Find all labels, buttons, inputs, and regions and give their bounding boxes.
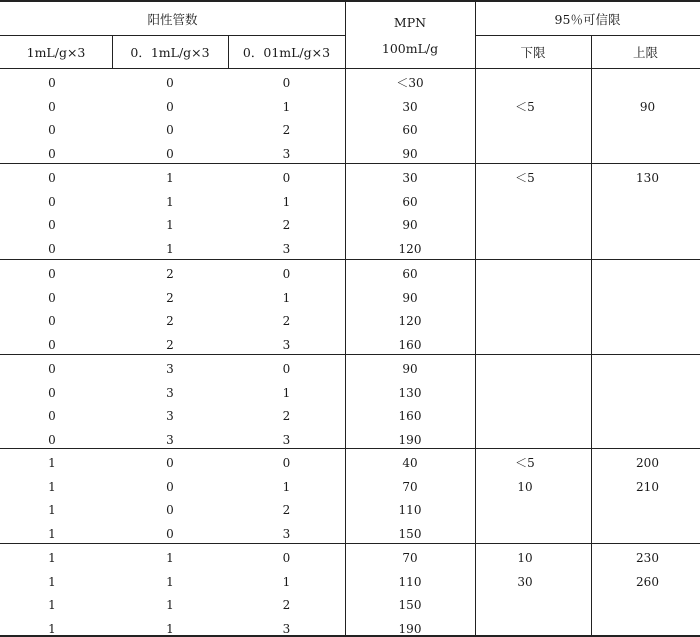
- header-split-rule: [475, 35, 700, 36]
- cell-c: 0: [282, 171, 291, 185]
- cell-a: 0: [48, 218, 56, 232]
- header-split-rule: [0, 35, 345, 36]
- cell-b: 0: [166, 76, 174, 90]
- cell-b: 2: [166, 337, 174, 352]
- cell-mpn: 150: [398, 598, 422, 612]
- cell-c: 1: [282, 194, 291, 209]
- cell-c: 3: [282, 621, 291, 636]
- cell-lower-limit: 10: [517, 479, 533, 494]
- cell-c: 3: [282, 337, 291, 352]
- cell-c: 1: [282, 290, 291, 305]
- cell-mpn: 110: [398, 503, 422, 517]
- cell-c: 2: [282, 314, 291, 328]
- mpn-left-divider: [345, 0, 346, 637]
- cell-b: 0: [166, 503, 174, 517]
- header-mpn-unit: 100mL/g: [381, 41, 439, 56]
- cell-c: 3: [282, 146, 291, 161]
- cell-c: 2: [282, 503, 291, 517]
- cell-b: 1: [166, 551, 174, 565]
- cell-a: 0: [48, 409, 56, 423]
- cell-a: 1: [48, 574, 56, 589]
- cell-a: 1: [48, 503, 56, 517]
- cell-mpn: 190: [398, 621, 422, 636]
- cell-mpn: 60: [402, 194, 418, 209]
- cell-a: 1: [48, 526, 56, 541]
- cell-c: 0: [282, 362, 291, 376]
- cell-mpn: 60: [402, 267, 418, 281]
- cell-c: 2: [282, 218, 291, 232]
- cell-c: 0: [282, 456, 291, 470]
- cell-c: 1: [282, 99, 291, 114]
- cell-upper-limit: 210: [636, 479, 659, 494]
- header-col-01ml: 0．1mL/g×3: [130, 45, 210, 60]
- cell-a: 0: [48, 432, 56, 447]
- cell-upper-limit: 130: [636, 171, 659, 185]
- cell-a: 0: [48, 146, 56, 161]
- header-col-divider: [228, 35, 229, 68]
- header-bottom-rule: [0, 68, 700, 69]
- cell-c: 3: [282, 526, 291, 541]
- header-col-divider: [112, 35, 113, 68]
- cell-b: 1: [166, 241, 174, 256]
- cell-a: 0: [48, 241, 56, 256]
- header-upper-limit: 上限: [632, 45, 658, 60]
- header-confidence-interval: 95％可信限: [554, 12, 621, 27]
- cell-a: 1: [48, 621, 56, 636]
- cell-mpn: 90: [402, 218, 418, 232]
- cell-mpn: ＜30: [396, 76, 424, 90]
- cell-c: 1: [282, 385, 291, 400]
- cell-b: 3: [166, 362, 174, 376]
- cell-c: 1: [282, 574, 291, 589]
- cell-c: 2: [282, 123, 291, 137]
- cell-b: 2: [166, 290, 174, 305]
- top-rule: [0, 0, 700, 2]
- group-rule: [0, 448, 700, 449]
- group-rule: [0, 543, 700, 544]
- header-mpn: MPN: [393, 15, 427, 30]
- cell-b: 0: [166, 456, 174, 470]
- cell-b: 0: [166, 123, 174, 137]
- cell-mpn: 40: [402, 456, 418, 470]
- cell-a: 0: [48, 314, 56, 328]
- cell-a: 0: [48, 194, 56, 209]
- cell-mpn: 150: [398, 526, 422, 541]
- cell-mpn: 190: [398, 432, 422, 447]
- cell-mpn: 160: [398, 409, 422, 423]
- cell-c: 3: [282, 241, 291, 256]
- cell-upper-limit: 260: [636, 574, 659, 589]
- header-col-1ml: 1mL/g×3: [26, 45, 86, 60]
- cell-mpn: 120: [398, 241, 422, 256]
- group-rule: [0, 163, 700, 164]
- cell-upper-limit: 90: [639, 99, 656, 114]
- cell-a: 0: [48, 385, 56, 400]
- cell-mpn: 90: [402, 146, 418, 161]
- cell-b: 0: [166, 526, 174, 541]
- cell-mpn: 70: [402, 551, 418, 565]
- mpn-right-divider: [475, 0, 476, 637]
- cell-c: 1: [282, 479, 291, 494]
- cell-c: 3: [282, 432, 291, 447]
- cell-upper-limit: 200: [636, 456, 659, 470]
- cell-mpn: 70: [402, 479, 418, 494]
- cell-a: 0: [48, 362, 56, 376]
- header-lower-limit: 下限: [520, 45, 546, 60]
- cell-b: 0: [166, 146, 174, 161]
- cell-b: 3: [166, 409, 174, 423]
- cell-b: 3: [166, 385, 174, 400]
- cell-c: 0: [282, 551, 291, 565]
- cell-b: 1: [166, 574, 174, 589]
- cell-mpn: 130: [398, 385, 422, 400]
- cell-c: 0: [282, 267, 291, 281]
- cell-mpn: 90: [402, 290, 418, 305]
- cell-b: 1: [166, 171, 174, 185]
- cell-a: 1: [48, 479, 56, 494]
- group-rule: [0, 259, 700, 260]
- cell-a: 0: [48, 337, 56, 352]
- cell-a: 0: [48, 99, 56, 114]
- cell-b: 1: [166, 621, 174, 636]
- header-positive-tubes: 阳性管数: [147, 12, 198, 27]
- cell-b: 2: [166, 314, 174, 328]
- cell-b: 1: [166, 598, 174, 612]
- cell-mpn: 160: [398, 337, 422, 352]
- cell-c: 2: [282, 409, 291, 423]
- cell-b: 1: [166, 218, 174, 232]
- cell-mpn: 30: [402, 171, 418, 185]
- cell-c: 2: [282, 598, 291, 612]
- cell-b: 0: [166, 99, 174, 114]
- cell-lower-limit: ＜5: [515, 171, 535, 185]
- cell-c: 0: [282, 76, 291, 90]
- cell-a: 1: [48, 598, 56, 612]
- cell-mpn: 30: [402, 99, 418, 114]
- cell-mpn: 90: [402, 362, 418, 376]
- cell-lower-limit: ＜5: [515, 99, 535, 114]
- header-col-001ml: 0．01mL/g×3: [242, 45, 331, 60]
- cell-lower-limit: 10: [517, 551, 533, 565]
- cell-a: 0: [48, 76, 56, 90]
- group-rule: [0, 354, 700, 355]
- cell-lower-limit: 30: [517, 574, 533, 589]
- ci-divider: [591, 35, 592, 637]
- cell-a: 0: [48, 267, 56, 281]
- cell-a: 0: [48, 123, 56, 137]
- cell-lower-limit: ＜5: [515, 456, 535, 470]
- cell-mpn: 60: [402, 123, 418, 137]
- cell-a: 1: [48, 456, 56, 470]
- cell-upper-limit: 230: [636, 551, 659, 565]
- cell-a: 1: [48, 551, 56, 565]
- cell-a: 0: [48, 290, 56, 305]
- bottom-rule: [0, 635, 700, 637]
- cell-b: 0: [166, 479, 174, 494]
- cell-mpn: 120: [398, 314, 422, 328]
- cell-b: 2: [166, 267, 174, 281]
- cell-b: 3: [166, 432, 174, 447]
- cell-a: 0: [48, 171, 56, 185]
- cell-mpn: 110: [398, 574, 422, 589]
- cell-b: 1: [166, 194, 174, 209]
